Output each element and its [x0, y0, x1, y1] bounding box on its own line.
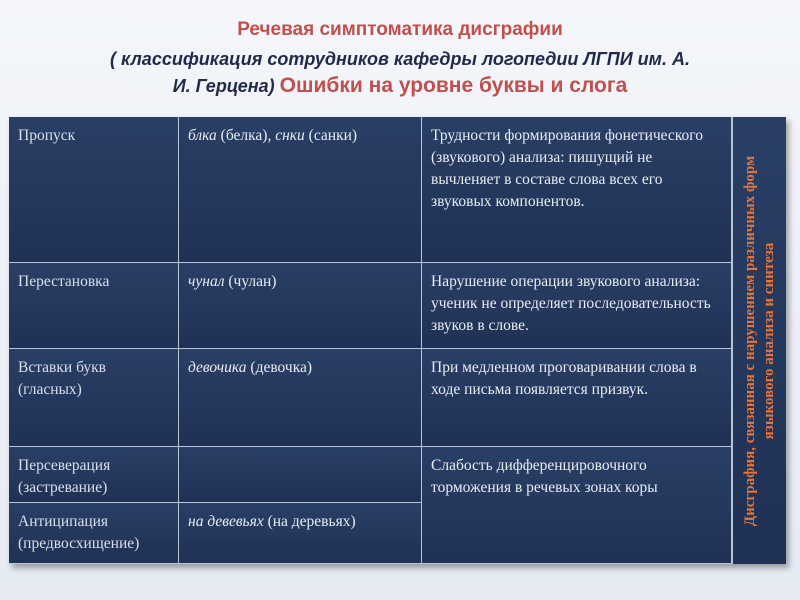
row-4-example	[179, 447, 422, 503]
row-3-name: Вставки букв (гласных)	[9, 349, 179, 447]
row-4-description: Слабость дифференцировочного торможения в речевых зонах коры	[422, 447, 732, 564]
row-3-description: При медленном проговаривании слова в ходе письма появляется призвук.	[422, 349, 732, 447]
title-line-3	[0, 72, 800, 100]
slide-title	[0, 18, 800, 100]
row-5-name: Антиципация (предвосхищение)	[9, 503, 179, 564]
title-line-3-start: И. Герцена)	[172, 76, 275, 96]
title-accent: Ошибки на уровне буквы и слога	[279, 74, 628, 97]
row-2-example: чунал (чулан)	[179, 263, 422, 349]
row-3-example: девочика (девочка)	[179, 349, 422, 447]
side-label-cell	[732, 117, 786, 564]
title-line-1: Речевая симптоматика дисграфии	[237, 19, 563, 40]
side-label: Дисграфия, связанная с нарушением различных форм языкового анализа и синтеза	[741, 155, 777, 526]
row-1-example: блка (белка), снки (санки)	[179, 117, 422, 263]
row-1-name: Пропуск	[9, 117, 179, 263]
classification-table	[9, 117, 786, 564]
row-2-name: Перестановка	[9, 263, 179, 349]
title-line-2: ( классификация сотрудников кафедры логопедии ЛГПИ им. А.	[110, 49, 690, 69]
row-2-description: Нарушение операции звукового анализа: ученик не определяет последовательность звуков в слове.	[422, 263, 732, 349]
row-5-example: на девевьях (на деревьях)	[179, 503, 422, 564]
row-4-name: Персеверация (застревание)	[9, 447, 179, 503]
row-1-description: Трудности формирования фонетического (звукового) анализа: пишущий не вычленяет в составе слова всех его звуковых компонентов.	[422, 117, 732, 263]
